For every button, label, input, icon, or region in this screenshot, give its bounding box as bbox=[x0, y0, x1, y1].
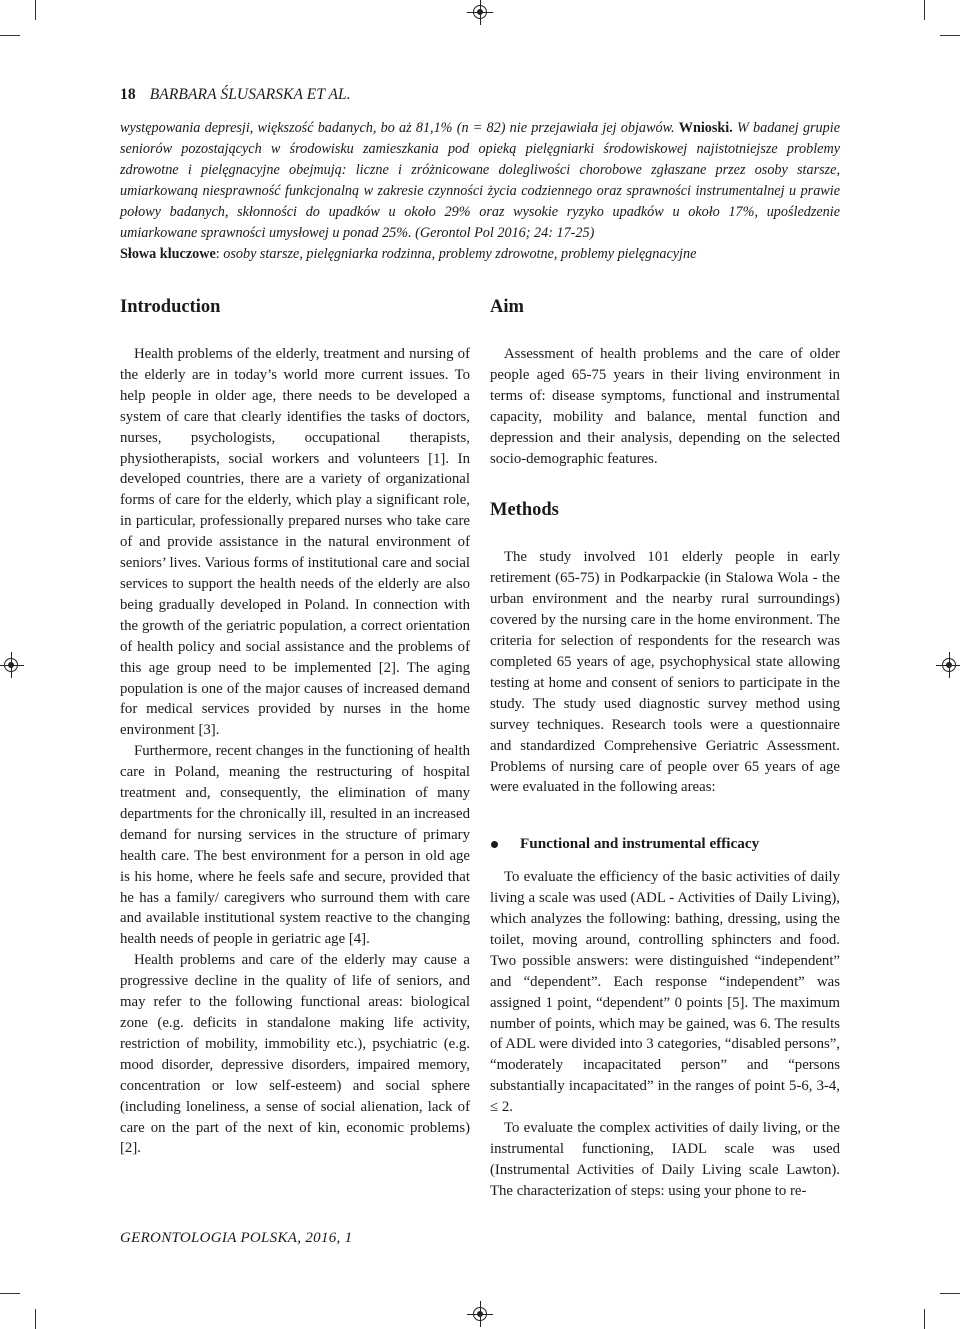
journal-footer: GERONTOLOGIA POLSKA, 2016, 1 bbox=[120, 1230, 353, 1246]
registration-mark-top bbox=[471, 3, 489, 21]
registration-mark-bottom bbox=[471, 1305, 489, 1323]
methods-paragraph: The study involved 101 elderly people in early retirement (65-75) in Podkarpackie (in Stalowa Wola - the urban environment and the nearby rural surroundings) covered by the nursing care in the home environment. The criteria for selection of respondents for the research was completed 65 years of age, psychophysical state allowing testing at home and consent of seniors to participate in the study. The study used diagnostic survey method using survey techniques. Research tools were a questionnaire and standardized Comprehensive Geriatric Assessment. Problems of nursing care of people over 65 years of age were evaluated in the following areas: bbox=[490, 549, 840, 796]
running-header bbox=[120, 86, 351, 104]
functional-efficacy-heading: Functional and instrumental efficacy bbox=[520, 835, 760, 853]
methods-heading: Methods bbox=[490, 500, 559, 521]
aim-heading: Aim bbox=[490, 297, 524, 317]
functional-efficacy-bullet bbox=[490, 834, 840, 855]
introduction-paragraph-2: Furthermore, recent changes in the functioning of health care in Poland, meaning the restructuring of hospital treatment and, consequently, the elimination of many departments for the chronically ill, resulted in an increased demand for nursing services in the structure of primary health care. The best environment for a person in old age is his home, where he feels safe and secure, provided that he has a family/ caregivers who surround them with care and available institutional system reactive to the changing health needs of people in geriatric age [4]. bbox=[120, 743, 470, 948]
registration-mark-right bbox=[940, 656, 958, 674]
crop-mark bbox=[940, 35, 960, 36]
crop-mark bbox=[924, 1309, 925, 1329]
keywords-line bbox=[120, 244, 840, 264]
crop-mark bbox=[0, 1293, 20, 1294]
aim-paragraph: Assessment of health problems and the care of older people aged 65-75 years in their living environment in terms of: disease symptoms, functional and instrumental capacity, mobility and balance, mental function and depression and their analysis, depending on the selected socio-demographic features. bbox=[490, 346, 840, 467]
crop-mark bbox=[924, 0, 925, 20]
abstract-polish bbox=[120, 118, 840, 243]
abstract-conclusions-label: Wnioski. bbox=[678, 120, 733, 136]
registration-mark-left bbox=[2, 656, 20, 674]
introduction-paragraph-1: Health problems of the elderly, treatment and nursing of the elderly are in today’s world more current issues. To help people in older age, there needs to be developed a system of care that clearly identifies the tasks of doctors, nurses, psychologists, occupational therapists, physiotherapists, social workers and volunteers [1]. In developed countries, there are a variety of organizational forms of care for the elderly, which play a significant role, in particular, professionally prepared nurses who take care of and provide assistance in the natural environment of seniors’ lives. Various forms of institutional care and social services to support the health needs of the elderly are also being gradually developed in Poland. In connection with the growth of the geriatric population, a correct orientation of health policy and social assistance and the problems of this age group need to be implemented [2]. The aging population is one of the major causes of increased demand for medical services provided by nurses in the home environment [3]. bbox=[120, 346, 470, 739]
abstract-text-before: występowania depresji, większość badanych, bo aż 81,1% (n = 82) nie przejawiała jej objawów. bbox=[120, 120, 679, 136]
crop-mark bbox=[35, 0, 36, 20]
keywords-value: osoby starsze, pielęgniarka rodzinna, problemy zdrowotne, problemy pielęgnacyjne bbox=[223, 246, 697, 262]
right-column bbox=[490, 296, 840, 1202]
page-number: 18 bbox=[120, 86, 136, 103]
crop-mark bbox=[0, 35, 20, 36]
introduction-paragraph-3: Health problems and care of the elderly may cause a progressive decline in the quality of life of seniors, and may refer to the following functional areas: biological zone (e.g. deficits in standalone making life activity, restriction of mobility, immobility etc.), psychiatric (e.g. mood disorder, depressive disorders, impaired memory, concentration or low self-esteem) and social sphere (including loneliness, a sense of social alienation, lack of care on the part of the next of kin, economic problems) [2]. bbox=[120, 952, 470, 1157]
introduction-heading: Introduction bbox=[120, 297, 221, 317]
keywords-separator: : bbox=[215, 246, 224, 262]
keywords-label: Słowa kluczowe bbox=[120, 246, 216, 262]
abstract-text-after: W badanej grupie seniorów pozostających w środowisku zamieszkania pod opieką pielęgniarki środowiskowej najistotniejsze problemy zdrowotne i pielęgnacyjne obejmują: liczne i zróżnicowane dolegliwości chorobowe zgłaszane przez osoby starsze, umiarkowaną niesprawność funkcjonalną w zakresie czynności życia codziennego oraz sprawności instrumentalnej u prawie połowy badanych, skłonności do upadków u około 29% oraz wysokie ryzyko upadków u około 17%, upośledzenie umiarkowane sprawności umysłowej u ponad 25%. (Gerontol Pol 2016; 24: 17-25) bbox=[120, 120, 840, 241]
crop-mark bbox=[940, 1293, 960, 1294]
crop-mark bbox=[35, 1309, 36, 1329]
adl-paragraph: To evaluate the efficiency of the basic activities of daily living a scale was used (ADL - Activities of Daily Living), which analyzes the following: bathing, dressing, using the toilet, moving around, controlling sphincters and food. Two possible answers: were distinguished “independent” and “dependent”. Each response “independent” was assigned 1 point, “dependent” 0 points [5]. The maximum number of points, which may be gained, was 6. The results of ADL were divided into 3 categories, “disabled persons”, “moderately incapacitated person” and “persons substantially incapacitated” in the ranges of point 5-6, 3-4, ≤ 2. bbox=[490, 869, 840, 1116]
bullet-dot-icon bbox=[491, 841, 498, 848]
running-header-authors: BARBARA ŚLUSARSKA ET AL. bbox=[149, 86, 351, 103]
iadl-paragraph: To evaluate the complex activities of daily living, or the instrumental functioning, IADL scale was used (Instrumental Activities of Daily Living scale Lawton). The characterization of steps: using your phone to re- bbox=[490, 1120, 840, 1199]
left-column bbox=[120, 296, 470, 1159]
